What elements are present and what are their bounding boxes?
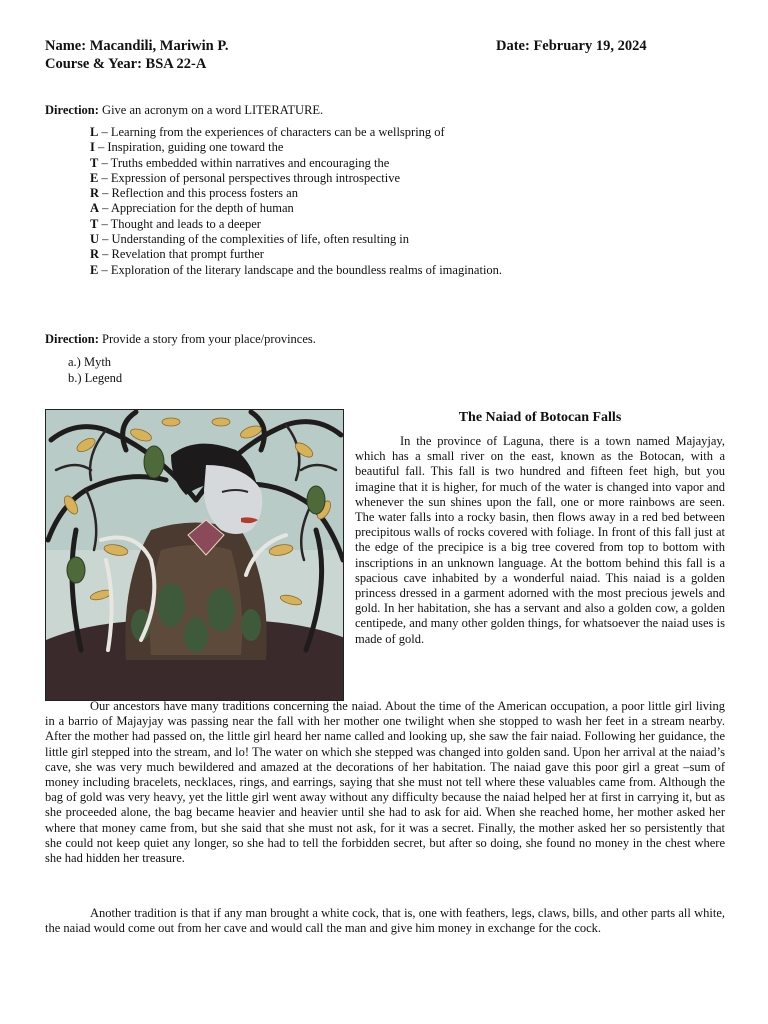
acronym-text: – Truths embedded within narratives and encouraging the [98, 155, 390, 170]
direction-text: Provide a story from your place/provinces. [98, 332, 316, 346]
acronym-letter: R [90, 186, 100, 201]
acronym-letter: L [90, 125, 99, 139]
acronym-text: – Appreciation for the depth of human [99, 201, 294, 216]
acronym-line [90, 247, 502, 262]
acronym-line [90, 232, 502, 247]
acronym-line [90, 171, 502, 186]
submission-date: Date: February 19, 2024 [496, 38, 647, 54]
acronym-text: – Learning from the experiences of characters can be a wellspring of [98, 125, 445, 139]
acronym-text: – Understanding of the complexities of life, often resulting in [99, 232, 410, 247]
direction-text: Give an acronym on a word LITERATURE. [98, 103, 324, 117]
story-title: The Naiad of Botocan Falls [458, 410, 622, 425]
acronym-list [90, 125, 502, 278]
acronym-text: – Inspiration, guiding one toward the [94, 140, 284, 155]
course-year: Course & Year: BSA 22-A [45, 56, 207, 72]
direction-story [45, 332, 316, 347]
student-name: Name: Macandili, Mariwin P. [45, 38, 229, 54]
direction-label: Direction: [45, 332, 99, 346]
option-legend: b.) Legend [68, 371, 123, 385]
acronym-letter: I [90, 140, 95, 155]
acronym-line [90, 263, 502, 278]
direction-acronym [45, 103, 323, 118]
direction-label: Direction: [45, 103, 99, 117]
acronym-line [90, 217, 502, 232]
acronym-line [90, 125, 502, 140]
acronym-letter: E [90, 170, 99, 185]
option-myth: a.) Myth [68, 355, 112, 369]
acronym-letter: U [90, 232, 100, 247]
acronym-line [90, 186, 502, 201]
acronym-line [90, 156, 502, 171]
story-type-options [68, 354, 122, 386]
acronym-letter: T [90, 216, 99, 231]
story-paragraph: Our ancestors have many traditions concerning the naiad. About the time of the American occupation, a poor little girl living in a barrio of Majayjay was passing near the fall with her mother one twilight when she stopped to wash her feet in a stream nearby. After the mother had passed on, the little girl heard her name called and looking up, she saw the fair naiad. Following her guidance, the little girl stepped into the stream, and lo! The water on which she stepped was changed into golden sand. Upon her arrival at the naiad’s cave, she was very much bewildered and amazed at the decorations of her habitation. The naiad gave this poor girl a great –sum of money including bracelets, necklaces, rings, and earrings, saying that she must not tell where these valuables came from. Although the bag of gold was very heavy, yet the little girl went away without any difficulty because the naiad helped her at first in carrying it, but as she proceeded alone, the bag became heavier and heavier until she had to ask for aid. When she reached home, her mother asked her where that money came from, but she said that she must not ask, for it was a secret. Finally, the mother asked her so persistently that she could not keep quiet any longer, so she had to tell the forbidden secret, but after so doing, she found no money in the chest where she had hidden her treasure. [45, 699, 725, 866]
acronym-text: – Exploration of the literary landscape and the boundless realms of imagination. [98, 262, 503, 277]
acronym-text: – Thought and leads to a deeper [98, 216, 261, 231]
story-paragraph: In the province of Laguna, there is a town named Majayjay, which has a small river on the east, known as the Botocan, with a beautiful fall. This fall is two hundred and fifteen feet high, but you imagine that it is higher, for much of the water is changed into vapor and whenever the sun shines upon the fall, one or more rainbows are seen. The water falls into a rocky basin, then flows away in a red bed between precipitous walls of rocks covered with foliage. In front of this fall just at the edge of the precipice is a big tree covered from top to bottom with inscriptions in an unknown language. At the bottom behind this fall is a spacious cave inhabited by a wonderful naiad. This naiad is a golden princess dressed in a garment adorned with the most precious jewels and gold. In her habitation, she has a servant and also a golden cow, a golden centipede, and many other golden things, for whatsoever the naiad uses is made of gold. [355, 434, 725, 646]
story-paragraph: Another tradition is that if any man brought a white cock, that is, one with feathers, legs, claws, bills, and other parts all white, the naiad would come out from her cave and would call the man and give him money in exchange for the cock. [45, 906, 725, 936]
acronym-text: – Expression of personal perspectives through introspective [98, 170, 401, 185]
acronym-line [90, 201, 502, 216]
acronym-letter: E [90, 262, 99, 277]
acronym-text: – Revelation that prompt further [99, 247, 264, 262]
naiad-painting [45, 409, 344, 701]
acronym-letter: R [90, 247, 100, 262]
acronym-letter: T [90, 155, 99, 170]
acronym-text: – Reflection and this process fosters an [99, 186, 298, 201]
acronym-letter: A [90, 201, 100, 216]
acronym-line [90, 140, 502, 155]
